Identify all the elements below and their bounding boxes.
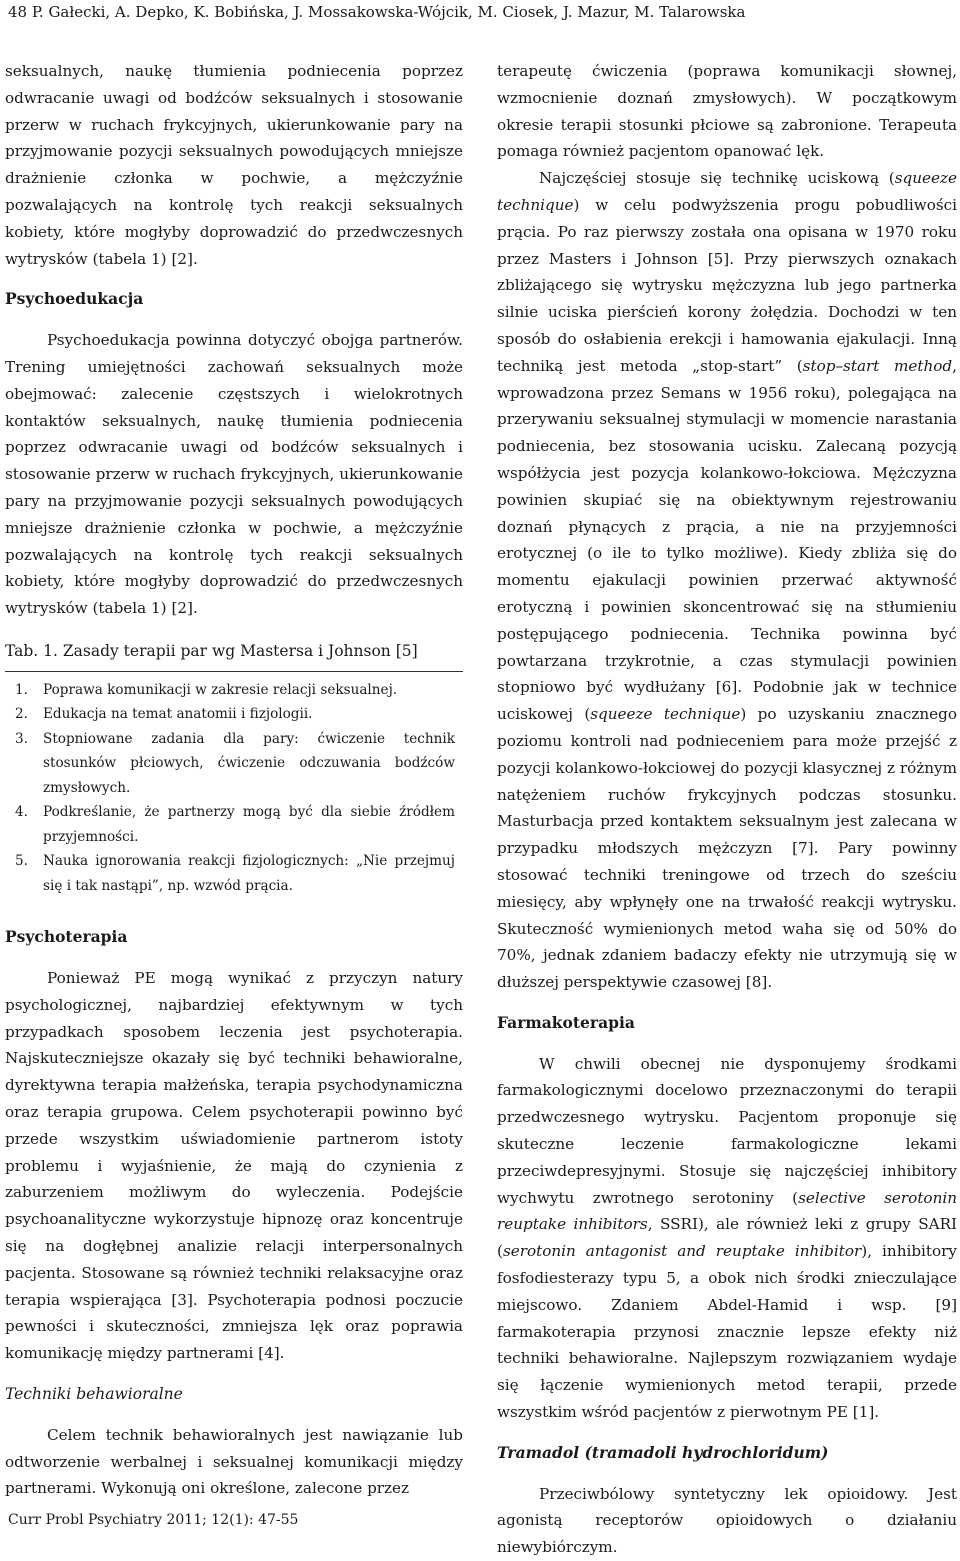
row-text: Podkreślanie, że partnerzy mogą być dla siebie źródłem przyjemności. xyxy=(43,804,455,845)
row-number: 2. xyxy=(15,706,28,723)
paragraph-psychoedukacja: Psychoedukacja powinna dotyczyć obojga partnerów. Trening umiejętności zachowań seksualnych może obejmować: zalecenie częstszych i wielokrotnych kontaktów seksualnych, naukę tłumienia podniecenia poprzez odwracanie uwagi od bodźców seksualnych i stosowanie przerw w ruchach frykcyjnych, ukierunkowanie pary na przyjmowanie pozycji seksualnych powodujących mniejsze drażnienie członka w pochwie, a mężczyźnie pozwalających na kontrolę tych reakcji seksualnych kobiety, które mogłyby doprowadzić do przedwczesnych wytrysków (tabela 1) [2]. xyxy=(5,331,463,618)
right-column xyxy=(497,58,957,1561)
left-column xyxy=(5,58,463,1502)
journal-citation-footer: Curr Probl Psychiatry 2011; 12(1): 47-55 xyxy=(8,1512,299,1528)
row-text: Stopniowane zadania dla pary: ćwiczenie technik stosunków płciowych, ćwiczenie odczuwania bodźców zmysłowych. xyxy=(43,730,455,796)
principles-table xyxy=(5,671,463,899)
subsection-heading-techniki: Techniki behawioralne xyxy=(5,1384,183,1403)
table-caption: Tab. 1. Zasady terapii par wg Mastersa i Johnson [5] xyxy=(5,641,418,660)
row-text: Poprawa komunikacji w zakresie relacji seksualnej. xyxy=(43,681,398,698)
table-row xyxy=(15,727,455,801)
table-row xyxy=(15,800,455,849)
paragraph-tramadol: Przeciwbólowy syntetyczny lek opioidowy. Jest agonistą receptorów opioidowych o działaniu niewybiórczym. xyxy=(497,1484,957,1557)
row-number: 4. xyxy=(15,804,28,821)
paragraph-intro: seksualnych, naukę tłumienia podniecenia poprzez odwracanie uwagi od bodźców seksualnych i stosowanie przerw w ruchach frykcyjnych, ukierunkowanie pary na przyjmowanie pozycji seksualnych powodujących mniejsze drażnienie członka w pochwie, a mężczyźnie pozwalających na kontrolę tych reakcji seksualnych kobiety, które mogłyby doprowadzić do przedwczesnych wytrysków (tabela 1) [2]. xyxy=(5,62,463,268)
paragraph-psychoterapia: Ponieważ PE mogą wynikać z przyczyn natury psychologicznej, najbardziej efektywnym w tych przypadkach sposobem leczenia jest psychoterapia. Najskuteczniejsze okazały się być techniki behawioralne, dyrektywna terapia małżeńska, terapia psychodynamiczna oraz terapia grupowa. Celem psychoterapii powinno być przede wszystkim uświadomienie partnerom istoty problemu i wyjaśnienie, że mają do czynienia z zaburzeniem możliwym do wyleczenia. Podejście psychoanalityczne wykorzystuje hipnozę oraz koncentruje się na dogłębnej analizie relacji interpersonalnych pacjenta. Stosowane są również techniki relaksacyjne oraz terapia wspierająca [3]. Psychoterapia podnosi poczucie pewności i skuteczności, zmniejsza lęk oraz poprawia komunikację między partnerami [4]. xyxy=(5,969,463,1363)
section-heading-psychoterapia: Psychoterapia xyxy=(5,927,128,947)
row-text: Nauka ignorowania reakcji fizjologicznych: „Nie przejmuj się i tak nastąpi”, np. wzwód prącia. xyxy=(43,853,455,894)
row-number: 3. xyxy=(15,730,28,747)
table-row xyxy=(15,702,455,727)
paragraph-techniki: Celem technik behawioralnych jest nawiązanie lub odtworzenie werbalnej i seksualnej komunikacji między partnerami. Wykonują oni określone, zalecone przez xyxy=(5,1425,463,1498)
section-heading-psychoedukacja: Psychoedukacja xyxy=(5,289,144,309)
section-heading-farmakoterapia: Farmakoterapia xyxy=(497,1012,635,1032)
table-row xyxy=(15,678,455,703)
row-number: 1. xyxy=(15,681,28,698)
row-number: 5. xyxy=(15,853,28,870)
paragraph-continuation: terapeutę ćwiczenia (poprawa komunikacji słownej, wzmocnienie doznań zmysłowych). W początkowym okresie terapii stosunki płciowe są zabronione. Terapeuta pomaga również pacjentom opanować lęk. xyxy=(497,62,957,161)
subsection-heading-tramadol: Tramadol (tramadoli hydrochloridum) xyxy=(497,1442,829,1462)
running-header: 48 P. Gałecki, A. Depko, K. Bobińska, J. Mossakowska-Wójcik, M. Ciosek, J. Mazur, M. Talarowska xyxy=(8,3,746,21)
paragraph-squeeze-technique: Najczęściej stosuje się technikę uciskową (squeeze technique) w celu podwyższenia progu pobudliwości prącia. Po raz pierwszy została ona opisana w 1970 roku przez Masters i Johnson [5]. Przy pierwszych oznakach zbliżającego się wytrysku mężczyzna lub jego partnerka silnie uciska pierścień korony żołędzia. Dochodzi w ten sposób do osłabienia erekcji i hamowania ejakulacji. Inną techniką jest metoda „stop-start” (stop–start method, wprowadzona przez Semans w 1956 roku), polegająca na przerywaniu seksualnej stymulacji w momencie narastania podniecenia, bez stosowania ucisku. Zalecaną pozycją współżycia jest pozycja kolankowo-łokciowa. Mężczyzna powinien skupiać się na obiektywnym rejestrowaniu doznań płynących z prącia, a nie na przyjemności erotycznej (o ile to tylko możliwe). Kiedy zbliża się do momentu ejakulacji powinien przerwać aktywność erotyczną i powinien skoncentrować się na stłumieniu postępującego podniecenia. Technika powinna być powtarzana trzykrotnie, a czas stymulacji powinien stopniowo być wydłużany [6]. Podobnie jak w technice uciskowej (squeeze technique) po uzyskaniu znacznego poziomu kontroli nad podnieceniem para może przejść z pozycji kolankowo-łokciowej do pozycji klasycznej z różnym natężeniem ruchów frykcyjnych podczas stosunku. Masturbacja przed kontaktem seksualnym jest zalecana w przypadku młodszych mężczyzn [7]. Pary powinny stosować techniki treningowe od trzech do sześciu miesięcy, aby wpłynęły one na trwałość reakcji wytrysku. Skuteczność wymienionych metod waha się od 50% do 70%, jednak zdaniem badaczy efekty nie utrzymują się w dłuższej perspektywie czasowej [8]. xyxy=(497,169,957,992)
row-text: Edukacja na temat anatomii i fizjologii. xyxy=(43,706,313,723)
table-row xyxy=(15,849,455,898)
paragraph-farmakoterapia: W chwili obecnej nie dysponujemy środkami farmakologicznymi docelowo przeznaczonymi do terapii przedwczesnego wytrysku. Pacjentom proponuje się skuteczne leczenie farmakologiczne lekami przeciwdepresyjnymi. Stosuje się najczęściej inhibitory wychwytu zwrotnego serotoniny (selective serotonin reuptake inhibitors, SSRI), ale również leki z grupy SARI (serotonin antagonist and reuptake inhibitor), inhibitory fosfodiesterazy typu 5, a obok nich środki znieczulające miejscowo. Zdaniem Abdel-Hamid i wsp. [9] farmakoterapia przynosi znacznie lepsze efekty niż techniki behawioralne. Najlepszym rozwiązaniem wydaje się łączenie wymienionych metod terapii, przede wszystkim wśród pacjentów z pierwotnym PE [1]. xyxy=(497,1054,958,1422)
